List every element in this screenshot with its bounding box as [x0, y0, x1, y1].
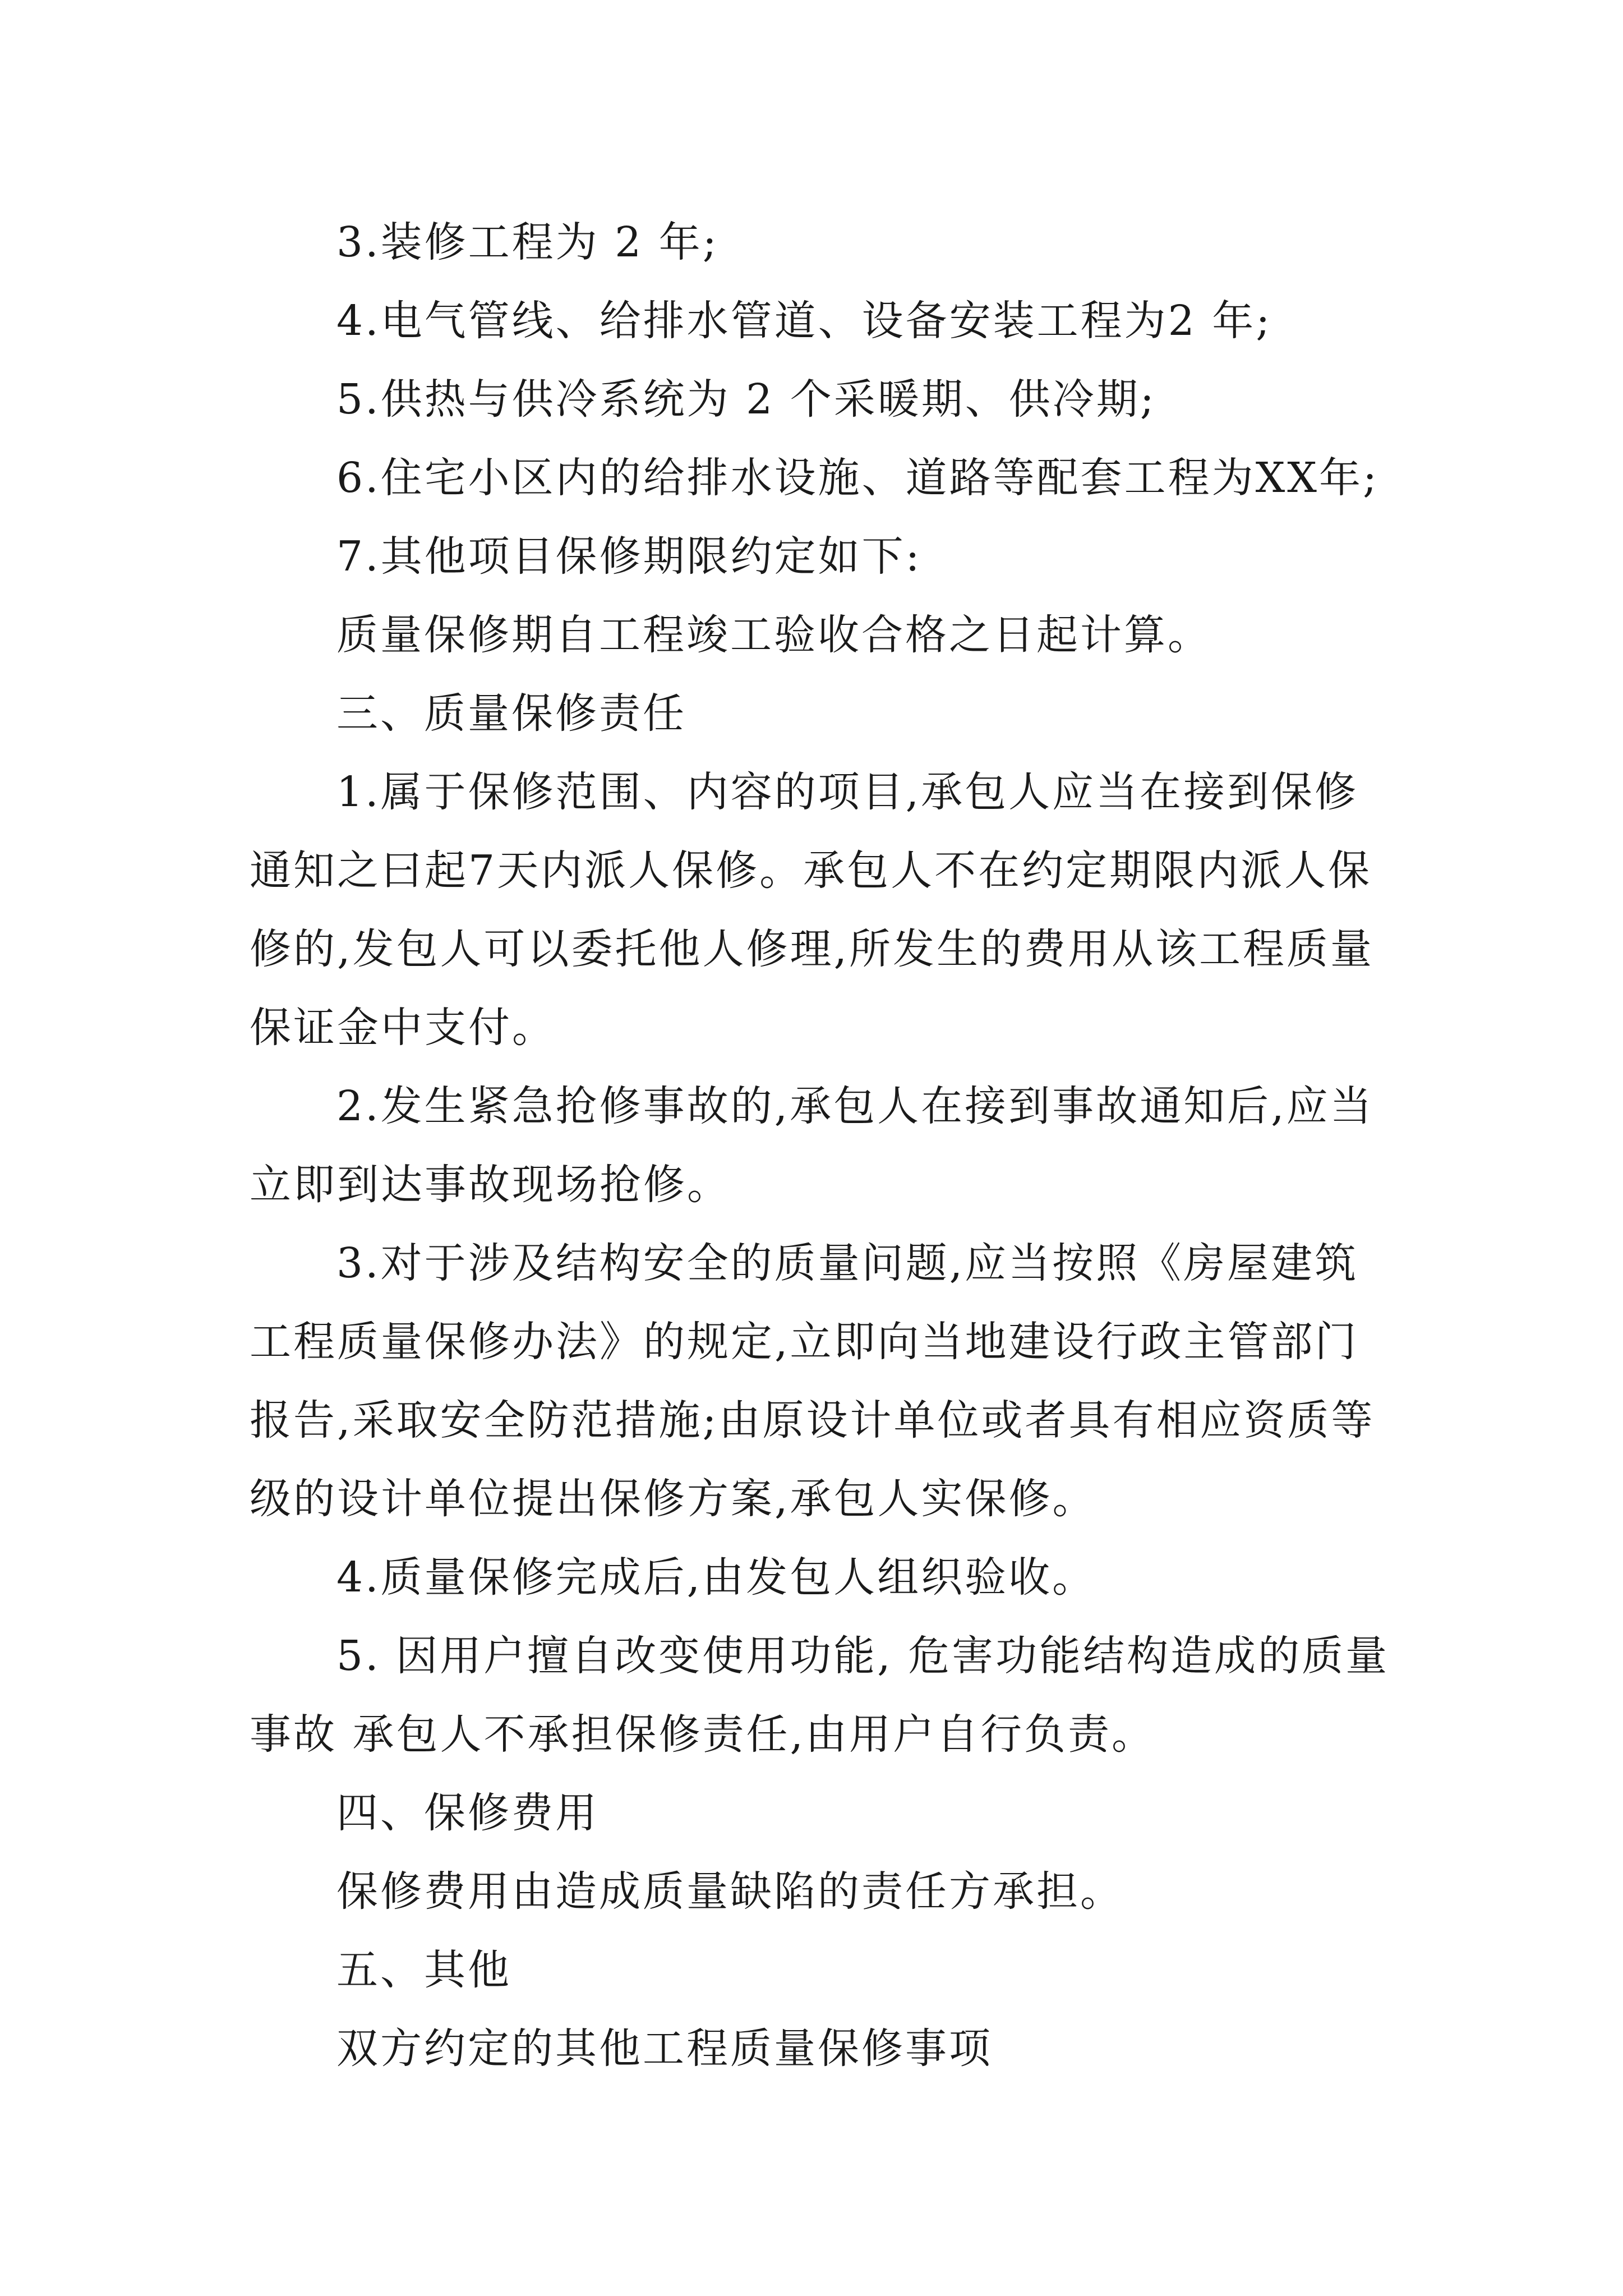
paragraph-responsibility-4: 4.质量保修完成后,由发包人组织验收。 [336, 1553, 1096, 1602]
paragraph-other: 双方约定的其他工程质量保修事项 [336, 2024, 993, 2073]
section-heading-fees: 四、保修费用 [336, 1789, 599, 1837]
paragraph-warranty-decoration: 3.装修工程为 2 年; [336, 218, 719, 266]
paragraph-warranty-heating-cooling: 5.供热与供冷系统为 2 个采暖期、供冷期; [336, 375, 1156, 424]
paragraph-responsibility-3: 3.对于涉及结构安全的质量问题,应当按照《房屋建筑工程质量保修办法》的规定,立即向当地建设行政主管部门报告,采取安全防范措施;由原设计单位或者具有相应资质等级的设计单位提出保修方案,承包人实保修。 [250, 1239, 1375, 1523]
section-heading-responsibility: 三、质量保修责任 [336, 689, 686, 738]
document-body [250, 203, 1394, 2088]
paragraph-warranty-other-items: 7.其他项目保修期限约定如下: [336, 532, 922, 581]
paragraph-warranty-start-date: 质量保修期自工程竣工验收合格之日起计算。 [336, 611, 1211, 659]
paragraph-warranty-electrical: 4.电气管线、给排水管道、设备安装工程为2 年; [336, 297, 1272, 345]
paragraph-fees: 保修费用由造成质量缺陷的责任方承担。 [336, 1867, 1124, 1916]
paragraph-warranty-residential-facilities: 6.住宅小区内的给排水设施、道路等配套工程为XX年; [336, 454, 1379, 502]
paragraph-responsibility-1: 1.属于保修范围、内容的项目,承包人应当在接到保修通知之曰起7天内派人保修。承包人不在约定期限内派人保修的,发包人可以委托他人修理,所发生的费用从该工程质量保证金中支付。 [250, 768, 1375, 1052]
paragraph-responsibility-5: 5. 因用户擅自改变使用功能, 危害功能结构造成的质量事故 承包人不承担保修责任,由用户自行负责。 [250, 1632, 1390, 1759]
paragraph-responsibility-2: 2.发生紧急抢修事故的,承包人在接到事故通知后,应当立即到达事故现场抢修。 [250, 1082, 1374, 1209]
section-heading-other: 五、其他 [336, 1946, 511, 1994]
